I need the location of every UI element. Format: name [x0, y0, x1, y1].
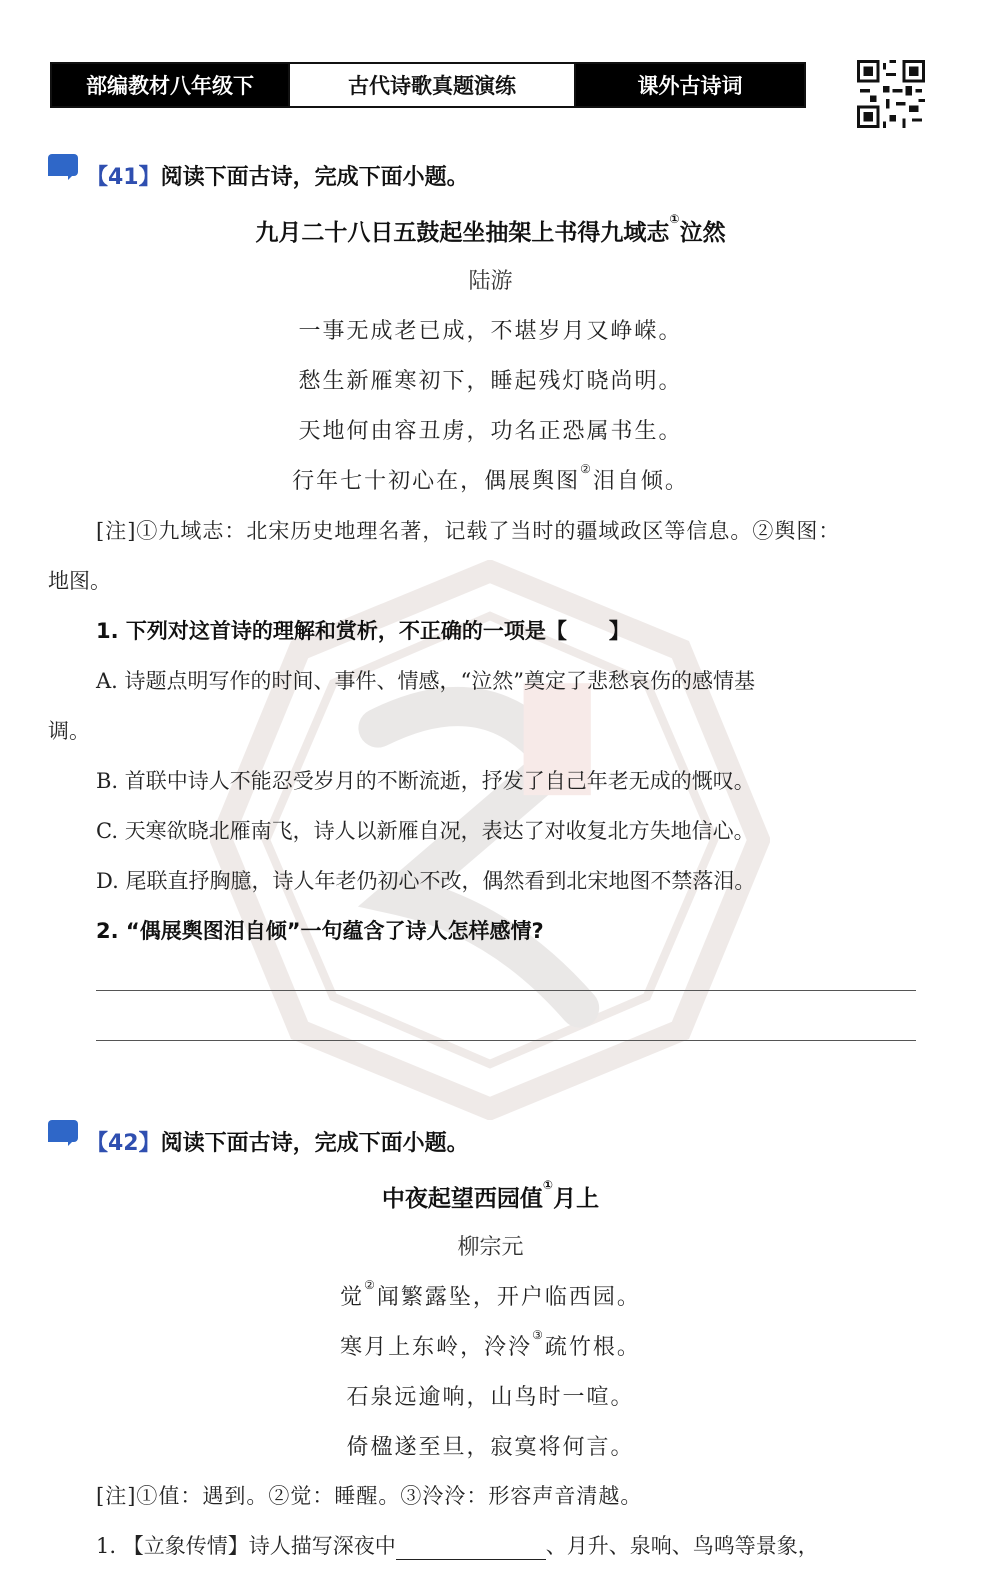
- footnote-mark: ①: [542, 1178, 554, 1192]
- poem-title: [0, 214, 981, 247]
- poem-line: 一事无成老已成，不堪岁月又峥嵘。: [298, 319, 683, 344]
- question-number: 【42】: [86, 1131, 161, 1156]
- poem-line: [0, 464, 981, 495]
- poem-line: 石泉远逾响，山鸟时一喧。: [346, 1385, 635, 1410]
- poem-line: [0, 1330, 981, 1361]
- sub-question-2: 2. “偶展舆图泪自倾”一句蕴含了诗人怎样感情?: [96, 919, 544, 943]
- option-d: D. 尾联直抒胸臆，诗人年老仍初心不改，偶然看到北宋地图不禁落泪。: [96, 869, 756, 893]
- header-section: 古代诗歌真题演练: [288, 64, 576, 106]
- header-grade: 部编教材八年级下: [52, 64, 288, 106]
- poem-author: 陆游: [468, 269, 513, 294]
- sub-question-1: [96, 1530, 819, 1560]
- answer-line[interactable]: [96, 1040, 916, 1041]
- poem-line-text: 闻繁露坠，开户临西园。: [376, 1285, 641, 1310]
- poem-author: 柳宗元: [457, 1235, 524, 1260]
- footnote-mark: ③: [532, 1328, 545, 1342]
- question-marker-icon: [48, 1120, 78, 1142]
- question-41-heading: [86, 160, 469, 191]
- option-c: C. 天寒欲晓北雁南飞，诗人以新雁自况，表达了对收复北方失地信心。: [96, 819, 755, 843]
- annotation-note-cont: 地图。: [48, 569, 111, 593]
- annotation-note: [注]①九域志：北宋历史地理名著，记载了当时的疆域政区等信息。②舆图：: [96, 519, 841, 543]
- poem-title-text: 月上: [553, 1186, 600, 1212]
- footnote-mark: ②: [364, 1278, 377, 1292]
- question-instruction: 阅读下面古诗，完成下面小题。: [160, 165, 469, 190]
- poem-line: 天地何由容丑虏，功名正恐属书生。: [298, 419, 683, 444]
- fill-blank[interactable]: [396, 1537, 546, 1560]
- poem-line-text: 行年七十初心在，偶展舆图: [292, 469, 581, 494]
- poem-line: 倚楹遂至旦，寂寞将何言。: [346, 1435, 635, 1460]
- header-category: 课外古诗词: [576, 64, 804, 106]
- qr-code-icon: [857, 60, 925, 128]
- footnote-mark: ②: [580, 462, 593, 476]
- question-number: 【41】: [86, 165, 161, 190]
- option-b: B. 首联中诗人不能忍受岁月的不断流逝，抒发了自己年老无成的慨叹。: [96, 769, 755, 793]
- poem-line: 愁生新雁寒初下，睡起残灯晓尚明。: [298, 369, 683, 394]
- poem-line-text: 寒月上东岭，泠泠: [340, 1335, 533, 1360]
- poem-line-text: 泪自倾。: [592, 469, 689, 494]
- footnote-mark: ①: [669, 212, 680, 226]
- poem-line: [0, 1280, 981, 1311]
- poem-title: [0, 1180, 981, 1213]
- poem-line-text: 觉: [340, 1285, 365, 1310]
- poem-title-text: 中夜起望西园值: [381, 1186, 543, 1212]
- sub-question-text: 、月升、泉响、鸟鸣等景象，: [545, 1534, 819, 1558]
- sub-question-text: 1. 【立象传情】诗人描写深夜中: [96, 1534, 396, 1558]
- option-a: A. 诗题点明写作的时间、事件、情感，“泣然”奠定了悲愁哀伤的感情基: [96, 669, 755, 693]
- answer-line[interactable]: [96, 990, 916, 991]
- question-instruction: 阅读下面古诗，完成下面小题。: [160, 1131, 469, 1156]
- annotation-note: [注]①值：遇到。②觉：睡醒。③泠泠：形容声音清越。: [96, 1484, 643, 1508]
- page-header: [50, 62, 806, 108]
- poem-title-text: 九月二十八日五鼓起坐抽架上书得九域志: [255, 220, 670, 246]
- poem-title-text: 泣然: [679, 220, 726, 246]
- question-marker-icon: [48, 154, 78, 176]
- poem-line-text: 疏竹根。: [544, 1335, 641, 1360]
- sub-question-1: 1. 下列对这首诗的理解和赏析，不正确的一项是【 】: [96, 619, 630, 643]
- option-a-cont: 调。: [48, 719, 90, 743]
- question-42-heading: [86, 1126, 469, 1157]
